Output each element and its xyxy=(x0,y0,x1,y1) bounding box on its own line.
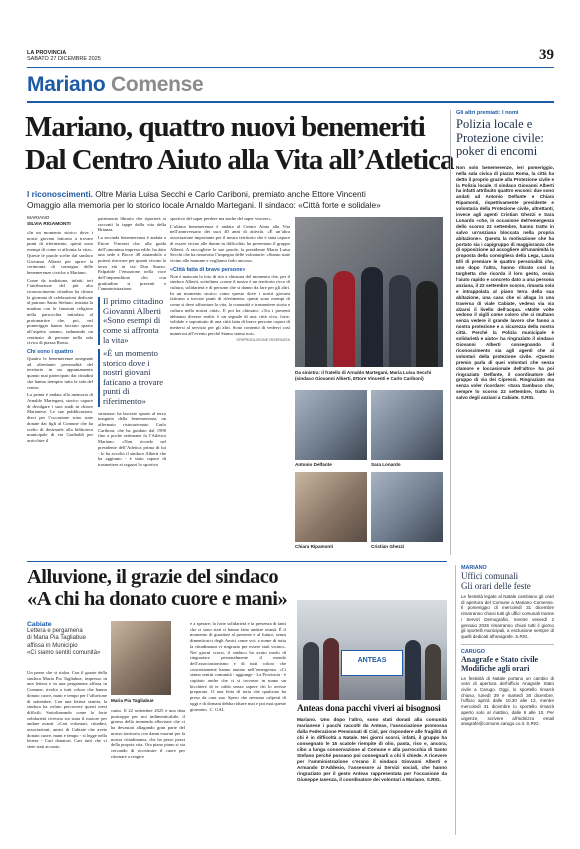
anteas-body: Mariano. Uno dopo l’altro, sono stati donati alla comunità marianese i pacchi raccolti da Anteas, l’associazione promossa dalla Federazione Pensionati di Cisl, per rispondere alle fragilità di chi è in difficoltà a Natale. Nei giorni scorsi, infatti, il gruppo ha consegnato le 15 scatole riempite di olio, pasta, riso e, ancora, cibo a lunga conservazione al Comune e alla parrocchia di Santo Stefano perché possano poi consegnarli a chi li chiede. A ricevere per l’amministrazione c’erano il sindaco Giovanni Alberti e Armando D’Addesio, l’assessore ai Servizi sociali, che hanno ringraziato per il gesto Anteas rappresentata per l’occasione da Giuseppe Iasenza, il coordinatore dei volontari a Mariano. S.RIG. xyxy=(297,717,447,782)
photo-figure xyxy=(305,277,327,367)
portrait-lonardo xyxy=(371,390,443,460)
section-rule xyxy=(27,101,554,103)
main-subhead-1: Oltre Maria Luisa Secchi e Carlo Cariboni, premiato anche Ettore Vincenti xyxy=(95,189,366,199)
pull-quote-2 xyxy=(98,349,166,407)
byline xyxy=(27,216,93,228)
portrait-delfante xyxy=(295,390,367,460)
lower-deck xyxy=(27,621,107,657)
article-subhead: Chi sono i quattro xyxy=(27,349,74,356)
article-paragraph: Quattro le benemerenze assegnate ad altrettante personalità del territorio in un appuntamento quanto mai partecipato dai cittadini che hanno riempito tutta la sala del centro. xyxy=(27,356,93,390)
anteas-photo xyxy=(297,600,447,700)
sidebar-body: Non solo benemerenze, ieri pomeriggio, nella sala civica di piazza Roma, la città ha detto il proprio grazie alla Protezione civile e la Polizia locale. Il sindaco Giovanni Alberti ha infatti attribuito quattro encomi: due sono andati ad Antonio Delfante e Chiara Ripamonti, rispettivamente presidente e volontaria della Protezione civile, altrettanti, invece agli agenti Cristian Ghezzi e Sara Lonardo «che, in occasione dell’emergenza dello scorso 22 settembre, hanno tratto in salvo un’anziana bloccata nella propria abitazione». Questa la motivazione che ha portato sia i capigruppo di maggioranza che di opposizione ad accogliere all’unanimità la proposta della consigliera della Lega, Laura Elli di premiare le quattro personalità che, uno dopo l’altra, hanno ritirato così la targhetta che ricorda il loro gesto, ossia l’aiuto rapido e concreto dato a una persona anziana, il 22 settembre scorso, rimasta sola e intrappolata al piano terra della sua abitazione, una casa che si allaga in una traversa di viale Cabiate, vedeva via via alzarsi il livello dell’acqua. «Molte volte vedono il vigili come coloro che ci multano senza vedere il grande lavoro che fanno a nostra protezione e a sicurezza della nostra città. Perché la Polizia municipale è solidarietà e aiuto» ha ringraziato il sindaco Giovanni Alberti consegnando il riconoscimento sia agli agenti che ai volontari della protezione civile. «Questo premio parla di quei volontari che senza clamore e loccasionale dell’altro» ha poi ringraziato Delfante, il coordinatore del gruppo di via dei Cipressi. Ringraziato ma senza voler ricordare: «Sara Sambuco che, sempre lo scorso 22 settembre, tratto in salvo degli anziani a Cabiate. S.RIG. xyxy=(456,164,554,401)
photo-figure xyxy=(389,275,411,367)
article-col-1 xyxy=(27,230,93,550)
article-col-2 xyxy=(98,216,166,550)
section-title xyxy=(27,73,203,97)
byline-place: MARIANO xyxy=(27,216,50,221)
main-subhead xyxy=(27,189,442,210)
article-paragraph: L’ultima benemerenza è andata al Centro Aiuto alla Vita nell’anniversario dei suoi 40 anni di attività. «È un’altra associazione importante per il nostro territorio che è stata capace di essere vicino alle donne in difficoltà» ha presentato il gruppo Alberti. A raccogliere le sue parole, la presidente Maria Luisa Secchi che ha rinnovato l’impegno delle volontarie: «Siamo state vicino alle mamme e vogliamo farlo ancora». xyxy=(170,223,290,263)
briefs-column xyxy=(455,565,554,835)
lower-col-2: canto. Il 22 settembre 2025 è una data purtroppo per noi indimenticabile, il giorno della tremenda alluvione che ci ha devastati allagando gran parte del nostro territorio con danni enormi per la nostra cittadinanza, che ha perso pezzi della propria vita. Ora piano piano si sta cercando di ricostruire il cuore per ritornare a reagire xyxy=(111,708,185,759)
pull-quote-text: «È un momento storico dove i nostri giovani faticano a trovare punti di riferimento» xyxy=(103,348,164,407)
page-number: 39 xyxy=(539,47,554,63)
masthead xyxy=(27,50,101,62)
section-title-a: Mariano xyxy=(27,73,106,96)
lower-deck-line: Lettera e pergamena xyxy=(27,628,83,635)
paper-name: LA PROVINCIA xyxy=(27,50,67,56)
mayor-portrait xyxy=(111,621,171,695)
anteas-title: Anteas dona pacchi viveri ai bisognosi xyxy=(297,704,441,714)
mayor-portrait-caption: Maria Pia Tagliabue xyxy=(111,698,154,703)
main-kicker: I riconoscimenti. xyxy=(27,189,93,199)
lower-rule xyxy=(27,561,447,562)
photo-figure xyxy=(405,640,421,700)
article-paragraph: La prima è andata alla memoria di Arnaldo Martegani, storico capace di divulgare i suoi studi in chiave Marianese. Le sue pubblicazioni, dieci per l’occasione sono state donate dai figli al Comune che ha scelto di destinarle alla biblioteca municipale di via Garibaldi per arricchire il xyxy=(27,392,93,443)
photo-figure xyxy=(303,642,319,700)
brief-divider xyxy=(461,644,554,645)
brief-body: Le festività legate al Natale cambiano gli orari di apertura del Comune a Mariano Comense. Il pomeriggio di mercoledì 31 dicembre rimarranno chiusi tutti gli uffici comunali tranne i Servizi Demografici, mentre venerdì 2 gennaio 2026 rimarranno chiusi tutti il giorno gli sportelli municipali, a esclusione sempre di quelli dedicati all’anagrafe. S.RIG. xyxy=(461,594,554,639)
brief-title: Uffici comunali xyxy=(461,571,519,581)
article-paragraph: sportivo del saper perdere ma anche del saper vincere». xyxy=(170,216,272,221)
portrait-ghezzi xyxy=(371,472,443,542)
portrait-caption: Sara Lonardo xyxy=(371,462,401,467)
photo-figure xyxy=(361,267,383,367)
sidebar-title: Polizia locale e Protezione civile: poker di encomi xyxy=(456,117,544,159)
portrait-caption: Cristian Ghezzi xyxy=(371,544,405,549)
pull-quote-1 xyxy=(98,297,166,345)
brief-body: Le festività di Natale portano un cambio di orari di apertura dell’ufficio Anagrafe Stato civile a Carugo. Oggi, lo sportello rimarrà chiuso, lunedì 29 e martedì 30 dicembre, l’ufficio aprirà dalle 10.30 alle 13, mentre mercoledì 31 dicembre lo sportello rimarrà aperto solo al mattino, dalle 9 alle 10. Per urgenze, scrivere all’indirizzo email anagrafe@comune.carugo.co.it. S.RIG. xyxy=(461,675,554,727)
issue-date: SABATO 27 DICEMBRE 2025 xyxy=(27,56,101,62)
brief-title: Gli orari delle feste xyxy=(461,581,531,591)
portrait-caption: Antonio Delfante xyxy=(295,462,332,467)
lower-col-1: Un paese che si rialza. Con il grazie della sindaca Maria Pia Tagliabue, impresso in una lettera e in una pergamena affissa in Comune, rivolto a tutti coloro che hanno donato cuore, mani e tempo per l’alluvione di settembre. Con una lettera sentita, la sindaca ha voluto percorrere questi mesi difficili. Sottolineando come la forte solidarietà ricevuta sia stata il motore per andare avanti. «Cari volontari, cittadini, associazioni, amici di Cabiate che avete donato cuore, mani e tempo - si legge nella lettera - Cari donatori. Cari tutti che vi siete stati accanto. xyxy=(27,670,107,750)
pull-quote-text: Il primo cittadino Giovanni Alberti «Sono esempi di come si affronta la vita» xyxy=(103,296,164,345)
ceremony-photo-caption: Da sinistra: il fratello di Arnaldo Martegani, Maria Luisa Secchi (sindaco Giovanni Alberti, Ettore Vincenti e Carlo Cariboni) xyxy=(295,370,432,381)
brief-place: MARIANO xyxy=(461,565,487,571)
portrait-caption: Chiara Ripamonti xyxy=(295,544,334,549)
copyright-note: ©RIPRODUZIONE RISERVATA xyxy=(236,338,290,343)
article-paragraph: «In un momento storico dove i nostri giovani faticano a trovare punti di riferimento, questi sono esempi di come si affronta la vita». Queste le parole scelte dal sindaco Giovanni Alberti per aprire la cerimonia di consegna delle benemerenze civiche a Mariano. xyxy=(27,230,93,275)
lower-deck-line: «Ci siamo sentiti comunità» xyxy=(27,649,101,656)
article-paragraph: Come da tradizione, infatti, ieri l’attribuzione del più alto riconoscimento cittadino ha chiuso la giornata di celebrazioni dedicate al patrono Santo Stefano, iniziata la mattina con le funzioni religiose nella parrocchia intitolata al protomartire che, poi, nel pomeriggio hanno lasciato spazio all’aspetto umano, radunando un centinaio di persone nella sala civica di piazza Roma. xyxy=(27,277,93,346)
portrait-ripamonti xyxy=(295,472,367,542)
section-title-b: Comense xyxy=(110,73,204,96)
main-subhead-2: Omaggio alla memoria per lo storico locale Arnaldo Martegani. Il sindaco: «Città forte e solidale» xyxy=(27,199,381,210)
byline-name: SILVIA RIGAMONTI xyxy=(27,222,71,227)
brief-title: Anagrafe e Stato civile Modifiche agli orari xyxy=(461,654,539,673)
brief-place: CARUGO xyxy=(461,648,485,655)
lower-deck-line: affissa in Municipio xyxy=(27,642,78,649)
photo-figure xyxy=(425,644,441,700)
article-paragraph: strazione, ha lasciato spazio al terzo insignito della benemerenza, un affermato ristorazionato Carlo Cariboni, che ha guidato dal 1990 fino a poche settimane fa l’Atletica Mariano. «Non ricordo nel presidente dell’Atletica prima di lui - lo ha accolto il sindaco Alberti che ha aggiunto - è stato capace di trasmettere ai ragazzi lo sportivo xyxy=(98,410,166,467)
anteas-banner-text: ANTEAS xyxy=(357,657,387,664)
header-rule xyxy=(27,67,554,68)
article-paragraph: Non è mancata la foto di rito a chiusura del momento che, per il sindaco Alberti, sottolinea «come il nostro è un territorio ricco di cultura, solidarietà e di persone che si danno da fare per gli altri. In un momento storico come questo dove i nostri giovani faticano a trovare punti di riferimento, questi sono esempi di come si deve affrontare la vita, la comunità e trasmettere storia e cultura nella nostra città». E poi ha chiosato: «Tra i presenti abbiamo diverse realtà: è un segnale di una città viva, forte, solidale e soprattutto di una città fatta di brave persone capaci di mettersi al servizio per gli altri. Sono contento di vedervi così numerosi all’evento perché Siamo siamo noi». xyxy=(170,273,290,336)
article-subhead: «Città fatta di brave persone» xyxy=(170,266,246,273)
lower-place: Cabiate xyxy=(27,621,52,628)
sidebar-box xyxy=(450,110,554,555)
article-paragraph: patrimonio librario che riporterà ai racconti la tappe della vita della Brianza. xyxy=(98,216,166,233)
photo-figure xyxy=(323,638,339,700)
photo-figure xyxy=(333,271,355,367)
lower-headline-1: Alluvione, il grazie del sindaco xyxy=(27,566,279,588)
lower-headline-2: «A chi ha donato cuore e mani» xyxy=(27,588,288,610)
sidebar-label: Gli altri premiati: I nomi xyxy=(456,110,519,116)
lower-col-3: e a sperare; la forte solidarietà e la presenza di tanti che ci sono stati ci hanno fatto andare avanti. È il momento di guardare al presente e al futuro, senza dimenticarci degli Amici come voi: a nome di tutta la cittadinanza vi ringrazio per essere stati vicino». Nei giorni scorsi, il sindaco ha avuto modo di ringraziare personalmente il mondo dell’associazionismo e di tutti coloro che concretamente hanno aiutato nell’emergenza. «Ci siamo sentiti comunità - aggiunge - La Provincia - è capitato anche che ci si trovasse in mano un bicchiere di te caldo senza sapere chi lo avesse preparato. O una fetta di torta che qualcuno ha preso da casa sua. Spero che nessuno calpesti di oggi e di domani debba ridurre mai e poi mai queste giornate». C. GAL xyxy=(190,621,286,712)
lower-deck-line: di Maria Pia Tagliabue xyxy=(27,635,86,642)
article-col-3 xyxy=(170,216,290,554)
article-paragraph: La seconda benemerenza è andata a Ettore Vincenti che, alla guida dell’omonima impresa edile, ha dato una sede a Bocce 48 aiutandola a potersi ritrovare per quanti vivono la terza età in via Don Sturzo. Palpabile l’emozione nella voce dell’imprenditore che, con gratitudine si presenti e l’amministrazione. xyxy=(98,235,166,292)
main-headline-2: Dal Centro Aiuto alla Vita all’Atletica xyxy=(25,144,454,176)
ceremony-photo xyxy=(295,217,443,367)
main-headline-1: Mariano, quattro nuovi benemeriti xyxy=(25,111,425,143)
photo-figure xyxy=(416,281,438,367)
